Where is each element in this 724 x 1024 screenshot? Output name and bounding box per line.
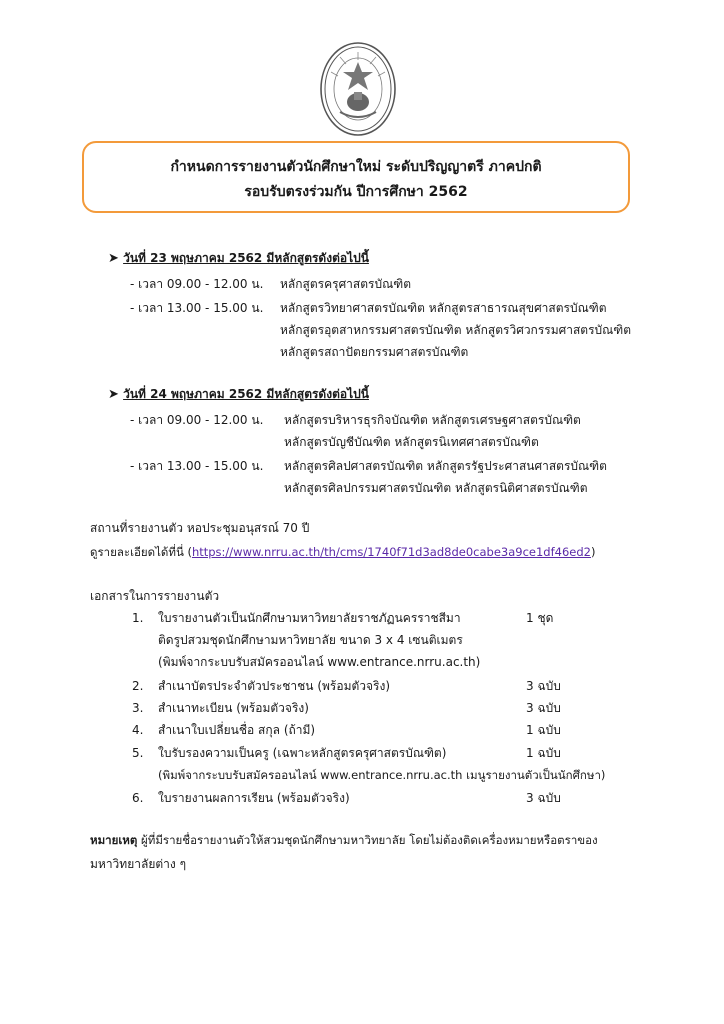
doc-note: (พิมพ์จากระบบรับสมัครออนไลน์ www.entrance.nrru.ac.th) <box>158 655 481 669</box>
doc-note: (พิมพ์จากระบบรับสมัครออนไลน์ www.entrance.nrru.ac.th เมนูรายงานตัวเป็นนักศึกษา) <box>158 768 606 782</box>
day1-heading-row <box>108 250 369 267</box>
title-line-2: รอบรับตรงร่วมกัน ปีการศึกษา 2562 <box>244 184 468 200</box>
arrow-bullet-icon: ➤ <box>108 251 119 266</box>
documents-heading: เอกสารในการรายงานตัว <box>90 589 220 603</box>
doc-num: 2. <box>132 679 144 693</box>
doc-num: 5. <box>132 746 144 760</box>
title-line-1: กำหนดการรายงานตัวนักศึกษาใหม่ ระดับปริญญาตรี ภาคปกติ <box>170 159 542 175</box>
note-line2: มหาวิทยาลัยต่าง ๆ <box>90 857 187 871</box>
doc-qty: 3 ฉบับ <box>526 679 561 693</box>
doc-qty: 1 ชุด <box>526 611 554 625</box>
day1-session1-line1: หลักสูตรครุศาสตรบัณฑิต <box>280 277 411 291</box>
arrow-bullet-icon: ➤ <box>108 387 119 402</box>
day1-session2-time: - เวลา 13.00 - 15.00 น. <box>130 301 264 315</box>
doc-text: สำเนาบัตรประจำตัวประชาชน (พร้อมตัวจริง) <box>158 679 391 693</box>
day2-heading-row <box>108 386 369 403</box>
day2-session2-time: - เวลา 13.00 - 15.00 น. <box>130 459 264 473</box>
day2-session1-line2: หลักสูตรบัญชีบัณฑิต หลักสูตรนิเทศศาสตรบัณฑิต <box>284 435 539 449</box>
day2-session1-line1: หลักสูตรบริหารธุรกิจบัณฑิต หลักสูตรเศรษฐศาสตรบัณฑิต <box>284 413 581 427</box>
doc-num: 6. <box>132 791 144 805</box>
doc-text: ใบรายงานตัวเป็นนักศึกษามหาวิทยาลัยราชภัฏนครราชสีมา <box>158 611 461 625</box>
day1-session2-line1: หลักสูตรวิทยาศาสตรบัณฑิต หลักสูตรสาธารณสุขศาสตรบัณฑิต <box>280 301 607 315</box>
note-row <box>90 832 598 848</box>
doc-qty: 1 ฉบับ <box>526 746 561 760</box>
doc-num: 4. <box>132 723 144 737</box>
note-line1: ผู้ที่มีรายชื่อรายงานตัวให้สวมชุดนักศึกษามหาวิทยาลัย โดยไม่ต้องติดเครื่องหมายหรือตราของ <box>137 833 598 847</box>
day2-heading: วันที่ 24 พฤษภาคม 2562 มีหลักสูตรดังต่อไปนี้ <box>123 387 369 401</box>
day2-session1-time: - เวลา 09.00 - 12.00 น. <box>130 413 264 427</box>
doc-text: ใบรับรองความเป็นครู (เฉพาะหลักสูตรครุศาสตรบัณฑิต) <box>158 746 447 760</box>
doc-text: สำเนาทะเบียน (พร้อมตัวจริง) <box>158 701 309 715</box>
day1-session2-line3: หลักสูตรสถาปัตยกรรมศาสตรบัณฑิต <box>280 345 469 359</box>
note-label: หมายเหตุ <box>90 833 138 847</box>
venue-row <box>90 520 309 536</box>
day2-session2-line1: หลักสูตรศิลปศาสตรบัณฑิต หลักสูตรรัฐประศาสนศาสตรบัณฑิต <box>284 459 607 473</box>
details-prefix: ดูรายละเอียดได้ที่นี่ ( <box>90 545 192 559</box>
title-box <box>82 141 630 213</box>
university-seal-logo <box>318 40 398 138</box>
day2-session2-line2: หลักสูตรศิลปกรรมศาสตรบัณฑิต หลักสูตรนิติศาสตรบัณฑิต <box>284 481 588 495</box>
doc-text: สำเนาใบเปลี่ยนชื่อ สกุล (ถ้ามี) <box>158 723 316 737</box>
doc-qty: 3 ฉบับ <box>526 791 561 805</box>
venue-value: หอประชุมอนุสรณ์ 70 ปี <box>186 521 310 535</box>
doc-qty: 1 ฉบับ <box>526 723 561 737</box>
doc-qty: 3 ฉบับ <box>526 701 561 715</box>
doc-num: 1. <box>132 611 144 625</box>
doc-text: ใบรายงานผลการเรียน (พร้อมตัวจริง) <box>158 791 350 805</box>
day1-heading: วันที่ 23 พฤษภาคม 2562 มีหลักสูตรดังต่อไปนี้ <box>123 251 369 265</box>
venue-label: สถานที่รายงานตัว <box>90 521 183 535</box>
doc-note: ติดรูปสวมชุดนักศึกษามหาวิทยาลัย ขนาด 3 x 4 เซนติเมตร <box>158 633 463 647</box>
details-suffix: ) <box>590 545 596 559</box>
details-link[interactable]: https://www.nrru.ac.th/th/cms/1740f71d3ad8de0cabe3a9ce1df46ed2 <box>191 545 591 559</box>
day1-session1-time: - เวลา 09.00 - 12.00 น. <box>130 277 264 291</box>
doc-num: 3. <box>132 701 144 715</box>
venue-details-row <box>90 544 595 560</box>
day1-session2-line2: หลักสูตรอุตสาหกรรมศาสตรบัณฑิต หลักสูตรวิศวกรรมศาสตรบัณฑิต <box>280 323 632 337</box>
